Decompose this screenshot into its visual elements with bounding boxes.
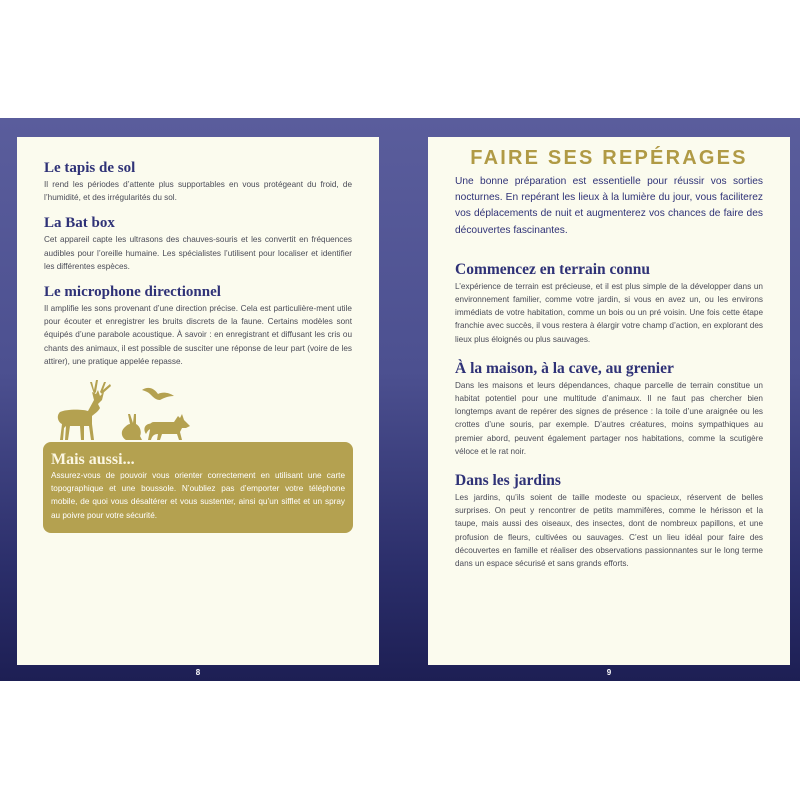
page-number-left: 8 — [195, 668, 201, 677]
section-title: Commencez en terrain connu — [455, 260, 650, 278]
box-title: Mais aussi... — [51, 451, 135, 469]
section-maison — [455, 360, 763, 458]
intro-paragraph: Une bonne préparation est essentielle pour réussir vos sorties nocturnes. En repérant les lieux à la lumière du jour, vous faciliterez vos déplacements de nuit et augmenterez vos chances de faire des découvertes fascinantes. — [455, 176, 763, 236]
right-page — [428, 137, 790, 665]
section-jardins — [455, 472, 763, 570]
section-title: À la maison, à la cave, au grenier — [455, 359, 674, 377]
section-tapis-de-sol — [44, 159, 352, 204]
book-spread — [0, 118, 800, 681]
section-text: Dans les maisons et leurs dépendances, chaque parcelle de terrain constitue un habitat potentiel pour une multitude d’animaux. Il ne faut pas chercher bien longtemps avant de repérer des signes de présence : la toile d’une araignée ou les crottes d’une souris, par exemple. D’autres créatures, moins sympathiques au premier abord, peuvent également partager nos habitations, comme la scutigère véloce et le rat noir. — [455, 380, 763, 456]
page-title: FAIRE SES REPÉRAGES — [470, 147, 748, 169]
left-page — [17, 137, 379, 665]
wildlife-illustration — [44, 378, 352, 442]
section-text: Il amplifie les sons provenant d’une direction précise. Cela est particulière-ment utile pour écouter et enregistrer les bruits discrets de la faune. Certains modèles sont équipés d’une parabole acoustique. À savoir : en enregistrant et diffusant les cris ou chants des animaux, il est possible de susciter une réponse de leur part (voire de les attirer), une pratique appelée repasse. — [44, 304, 352, 366]
section-title: Dans les jardins — [455, 472, 561, 490]
section-text: Il rend les périodes d’attente plus supportables en vous protégeant du froid, de l’humidité, et des irrégularités du sol. — [44, 180, 352, 203]
page-number-right: 9 — [606, 668, 612, 677]
section-text: Cet appareil capte les ultrasons des chauves-souris et les convertit en fréquences audibles pour l’oreille humaine. Les spécialistes l’utilisent pour localiser et identifier les différentes espèces. — [44, 235, 352, 271]
section-text: L’expérience de terrain est précieuse, et il est plus simple de la développer dans un environnement familier, comme votre jardin, si vous en avez un, ou les environs immédiats de votre habitation, comme un bois ou un pré voisin. Une fois cette étape franchie avec succès, il vous restera à élargir votre champ d’action, en explorant des lieux plus éloignés ou plus sauvages. — [455, 281, 763, 344]
deer-icon — [58, 380, 111, 440]
section-text: Les jardins, qu’ils soient de taille modeste ou spacieux, réservent de belles surprises. On peut y rencontrer de petits mammifères, comme le hérisson et la taupe, mais aussi des oiseaux, des insectes, dont de nombreux papillons, et une profusion de fleurs, cultivées ou sauvages. C’est un lieu idéal pour faire des découvertes en famille et réaliser des observations passionnantes sur le long terme dans un espace sécurisé et sans grands efforts. — [455, 493, 763, 569]
bird-icon — [142, 388, 174, 400]
box-text: Assurez-vous de pouvoir vous orienter correctement en utilisant une carte topographique et une boussole. N’oubliez pas d’emporter votre téléphone mobile, de quoi vous désaltérer et vous sustenter, ainsi qu’un sifflet et un spray au poivre pour votre sécurité. — [51, 471, 345, 520]
section-title: Le tapis de sol — [44, 160, 136, 176]
mais-aussi-box — [43, 442, 353, 533]
fox-icon — [144, 414, 190, 440]
section-microphone — [44, 283, 352, 368]
section-bat-box — [44, 214, 352, 273]
section-title: La Bat box — [44, 215, 115, 232]
section-title: Le microphone directionnel — [44, 284, 221, 301]
section-terrain-connu — [455, 261, 763, 346]
rabbit-icon — [122, 414, 142, 440]
